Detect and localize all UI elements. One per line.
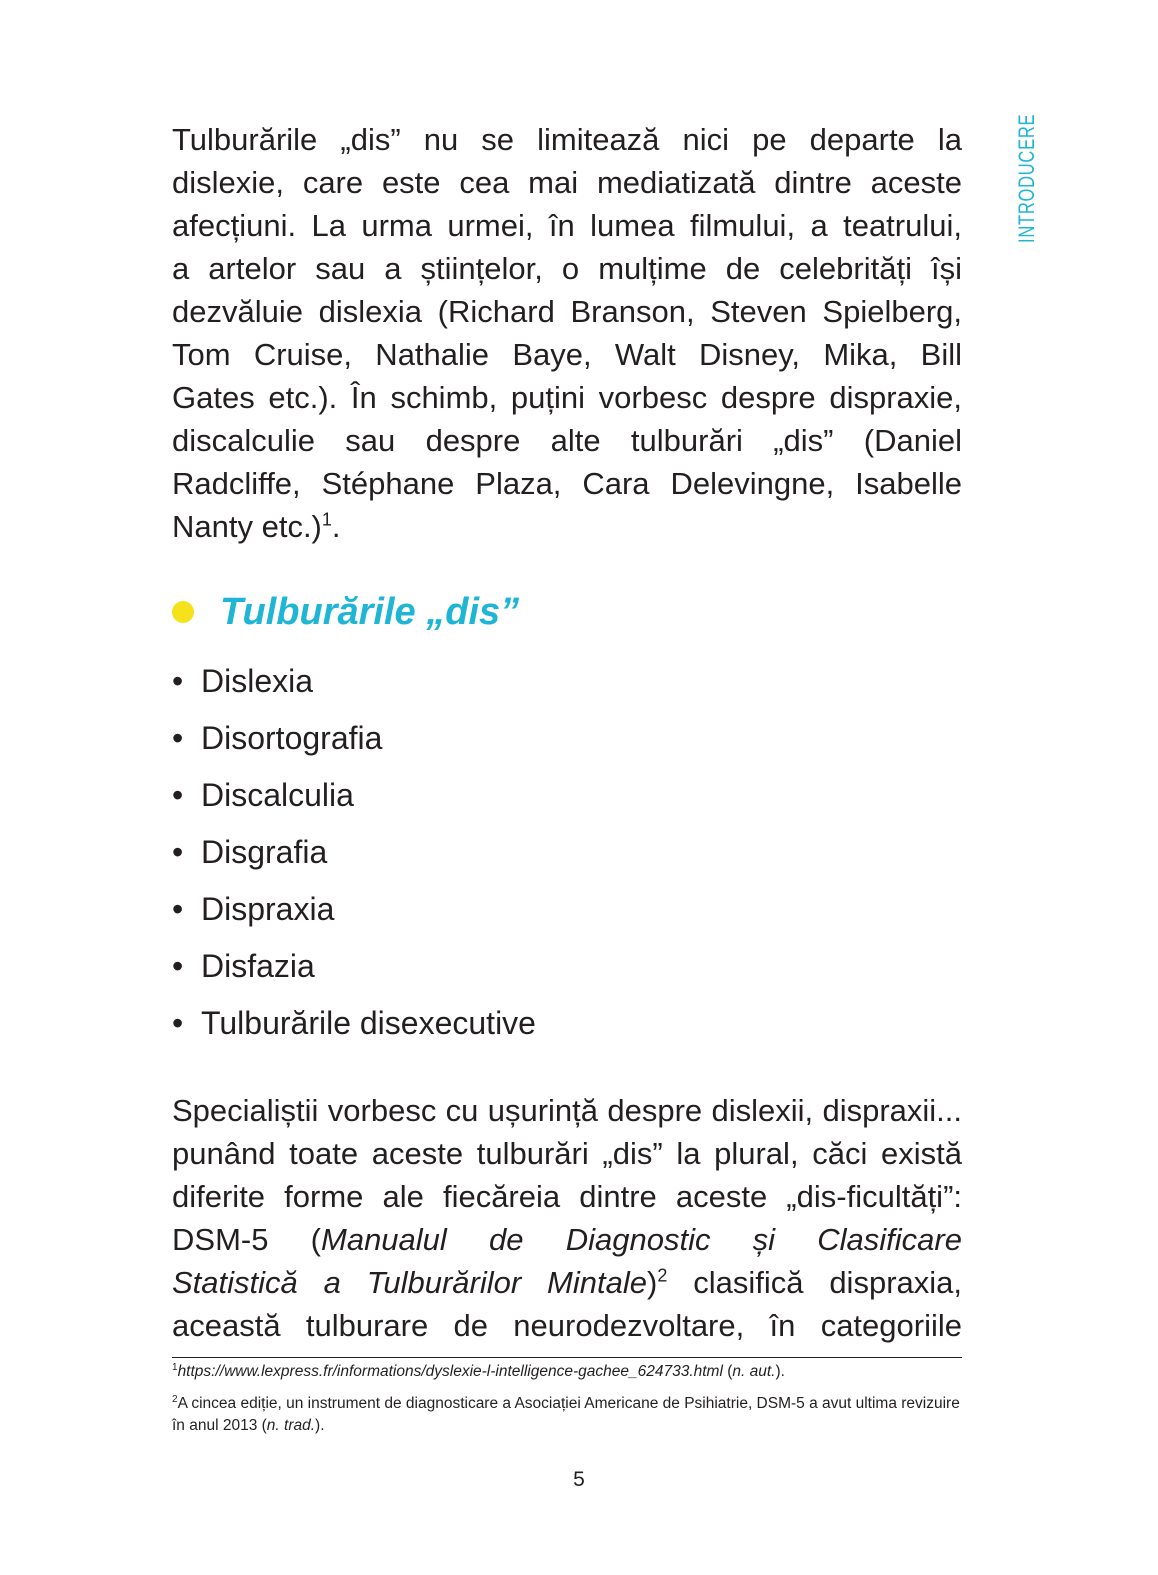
bullet-icon: • bbox=[172, 663, 184, 699]
text-segment: clasifică dispraxia, bbox=[667, 1265, 962, 1300]
heading-text: Tulburările „dis” bbox=[220, 590, 520, 633]
text-segment: . bbox=[331, 509, 341, 544]
text-segment: ( bbox=[722, 1363, 733, 1380]
book-title: Statistică a Tulburărilor Mintale bbox=[172, 1265, 647, 1300]
text-line: punând toate aceste tulburări „dis” la plural, căci există bbox=[172, 1136, 962, 1171]
footnote-ref[interactable]: 2 bbox=[657, 1265, 668, 1286]
text-line bbox=[172, 1218, 962, 1261]
list-item bbox=[172, 883, 536, 940]
list-item bbox=[172, 997, 536, 1054]
footnote-number: 1 bbox=[172, 1361, 178, 1373]
list-item-label: Disfazia bbox=[201, 948, 315, 984]
footnote-2 bbox=[172, 1393, 962, 1437]
text-line: Gates etc.). În schimb, puțini vorbesc despre dispraxie, bbox=[172, 380, 962, 415]
list-item bbox=[172, 940, 536, 997]
disorder-list bbox=[172, 655, 536, 1054]
list-item-label: Discalculia bbox=[201, 777, 354, 813]
bullet-icon: • bbox=[172, 834, 184, 870]
text-line: diferite forme ale fiecăreia dintre aceste „dis-ficultăți”: bbox=[172, 1179, 962, 1214]
list-item bbox=[172, 655, 536, 712]
yellow-bullet-icon bbox=[172, 601, 194, 623]
text-line bbox=[172, 1261, 962, 1304]
text-line: dislexie, care este cea mai mediatizată dintre aceste bbox=[172, 165, 962, 200]
text-segment: n. aut. bbox=[732, 1363, 776, 1380]
list-item bbox=[172, 769, 536, 826]
text-line: Tom Cruise, Nathalie Baye, Walt Disney, Mika, Bill bbox=[172, 337, 962, 372]
text-segment: Nanty etc.) bbox=[172, 509, 322, 544]
bullet-icon: • bbox=[172, 720, 184, 756]
footnote-1 bbox=[172, 1361, 962, 1383]
footnote-number: 2 bbox=[172, 1393, 178, 1405]
list-item-label: Disgrafia bbox=[201, 834, 328, 870]
book-title: Manualul de Diagnostic și Clasificare bbox=[321, 1222, 962, 1257]
list-item bbox=[172, 712, 536, 769]
text-segment: n. trad. bbox=[266, 1417, 316, 1434]
text-line: această tulburare de neurodezvoltare, în categoriile bbox=[172, 1308, 962, 1343]
text-line: discalculie sau despre alte tulburări „dis” (Daniel bbox=[172, 423, 962, 458]
text-line: dezvăluie dislexia (Richard Branson, Steven Spielberg, bbox=[172, 294, 962, 329]
text-segment: ). bbox=[315, 1417, 325, 1434]
text-line: Radcliffe, Stéphane Plaza, Cara Delevingne, Isabelle bbox=[172, 466, 962, 501]
list-item-label: Dislexia bbox=[201, 663, 314, 699]
text-line: a artelor sau a științelor, o mulțime de celebrități își bbox=[172, 251, 962, 286]
bullet-icon: • bbox=[172, 948, 184, 984]
list-item-label: Tulburările disexecutive bbox=[201, 1005, 536, 1041]
bullet-icon: • bbox=[172, 777, 184, 813]
list-item bbox=[172, 826, 536, 883]
footnote-link[interactable]: https://www.lexpress.fr/informations/dyslexie-l-intelligence-gachee_624733.html bbox=[177, 1363, 723, 1380]
paragraph-intro bbox=[172, 118, 962, 548]
footnote-ref[interactable]: 1 bbox=[321, 509, 332, 530]
list-item-label: Disortografia bbox=[201, 720, 383, 756]
text-segment: A cincea ediție, un instrument de diagnosticare a Asociației Americane de Psihiatrie, DSM-5 a avut ultima revizuire în anul 2013 ( bbox=[172, 1395, 960, 1434]
text-segment: ) bbox=[647, 1265, 658, 1300]
text-line: afecțiuni. La urma urmei, în lumea filmului, a teatrului, bbox=[172, 208, 962, 243]
text-line bbox=[172, 505, 962, 548]
section-label: INTRODUCERE bbox=[1014, 113, 1039, 243]
text-segment: ). bbox=[775, 1363, 785, 1380]
list-item-label: Dispraxia bbox=[201, 891, 335, 927]
bullet-icon: • bbox=[172, 1005, 184, 1041]
text-segment: DSM-5 ( bbox=[172, 1222, 321, 1257]
bullet-icon: • bbox=[172, 891, 184, 927]
section-heading bbox=[172, 588, 519, 636]
text-line: Specialiștii vorbesc cu ușurință despre dislexii, dispraxii... bbox=[172, 1093, 962, 1128]
page-number: 5 bbox=[573, 1468, 585, 1491]
text-line: Tulburările „dis” nu se limitează nici pe departe la bbox=[172, 122, 962, 157]
paragraph-specialists bbox=[172, 1089, 962, 1347]
footnote-divider bbox=[172, 1357, 962, 1358]
